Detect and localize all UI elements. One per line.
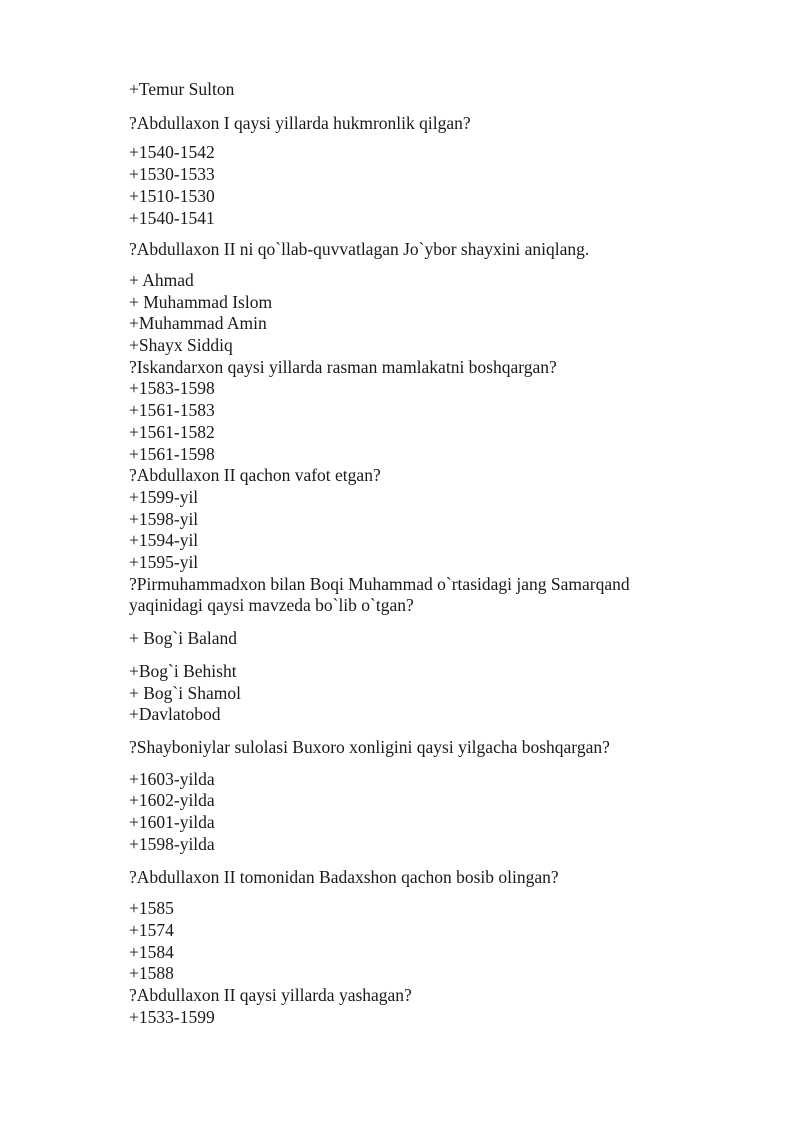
answer-option: +Muhammad Amin [129,313,267,334]
answer-option: +1601-yilda [129,812,215,833]
question: ?Iskandarxon qaysi yillarda rasman mamlakatni boshqargan? [129,356,557,377]
answer-option: +Temur Sulton [129,79,235,99]
answer-option: +1510-1530 [129,185,215,206]
question: yaqinidagi qaysi mavzeda bo`lib o`tgan? [129,595,414,616]
question: ?Abdullaxon II qachon vafot etgan? [129,465,381,486]
answer-option: +1598-yilda [129,833,215,854]
document-page [129,79,749,1028]
answer-option: +1574 [129,919,174,940]
answer-option: +1603-yilda [129,768,215,789]
answer-option: +1561-1583 [129,400,215,421]
answer-option: +Davlatobod [129,704,221,725]
answer-option: +1595-yil [129,552,199,573]
answer-option: +1594-yil [129,530,199,551]
answer-option: +1583-1598 [129,378,215,399]
question: ?Pirmuhammadxon bilan Boqi Muhammad o`rtasidagi jang Samarqand [129,573,630,594]
answer-option: +1598-yil [129,508,199,529]
answer-option: +Bog`i Behisht [129,660,237,681]
answer-option: + Bog`i Baland [129,628,238,649]
answer-option: + Muhammad Islom [129,291,273,312]
answer-option: + Bog`i Shamol [129,682,241,703]
answer-option: +Shayx Siddiq [129,335,233,356]
answer-option: + Ahmad [129,269,194,290]
answer-option: +1584 [129,941,174,962]
question: ?Abdullaxon II qaysi yillarda yashagan? [129,985,412,1006]
answer-option: +1561-1582 [129,421,215,442]
question: ?Abdullaxon II tomonidan Badaxshon qachon bosib olingan? [129,866,559,887]
question: ?Abdullaxon I qaysi yillarda hukmronlik qilgan? [129,112,471,133]
answer-option: +1533-1599 [129,1006,215,1027]
answer-option: +1599-yil [129,486,199,507]
answer-option: +1585 [129,898,174,919]
question: ?Abdullaxon II ni qo`llab-quvvatlagan Jo`ybor shayxini aniqlang. [129,239,590,260]
answer-option: +1540-1541 [129,207,215,228]
answer-option: +1588 [129,963,174,984]
answer-option: +1602-yilda [129,790,215,811]
answer-option: +1540-1542 [129,142,215,163]
answer-option: +1561-1598 [129,443,215,464]
question: ?Shayboniylar sulolasi Buxoro xonligini qaysi yilgacha boshqargan? [129,736,610,757]
answer-option: +1530-1533 [129,164,215,185]
